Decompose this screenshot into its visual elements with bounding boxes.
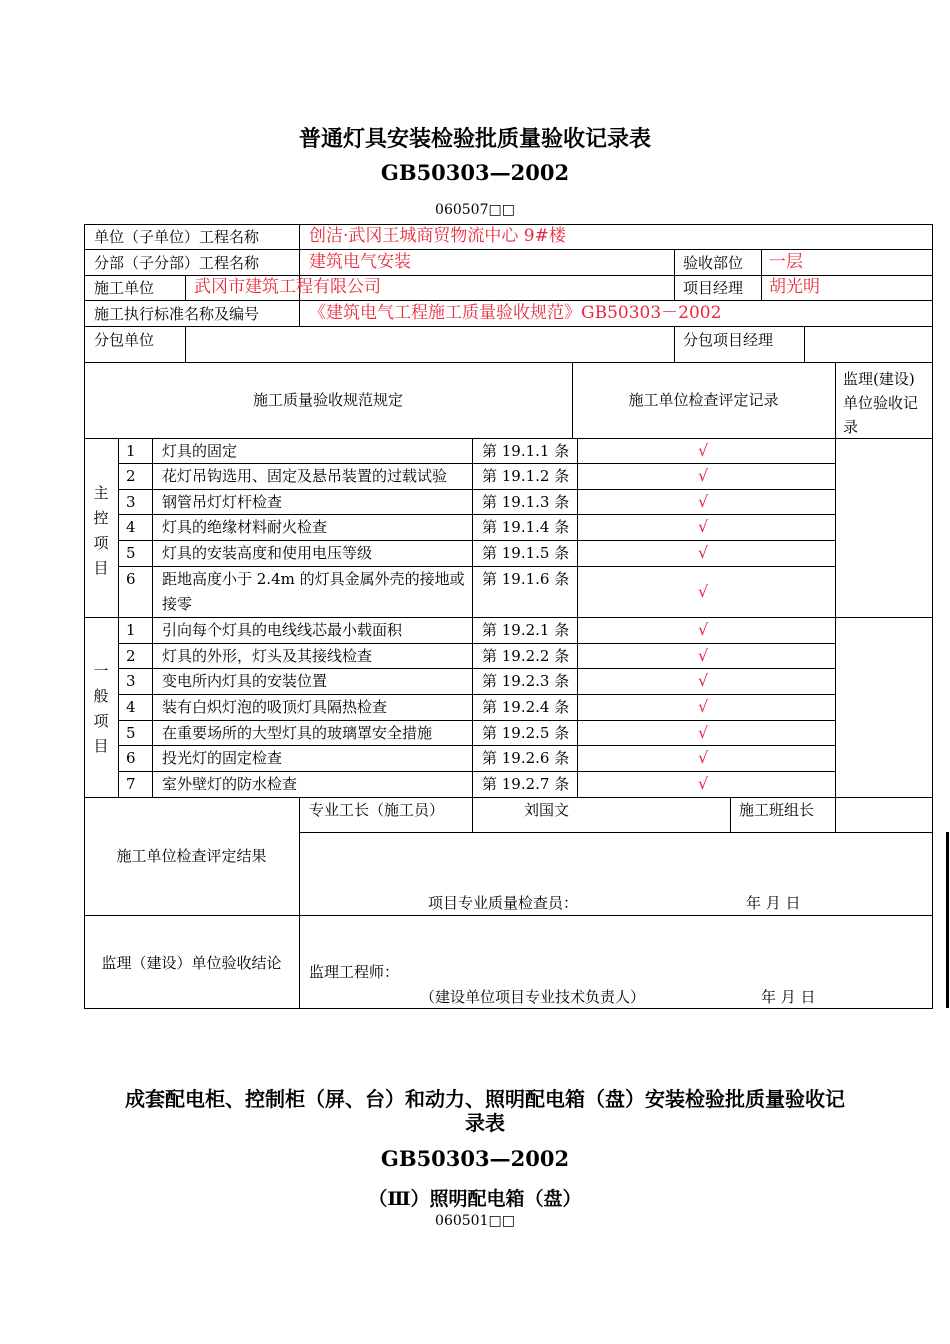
check-mark: √: [698, 620, 709, 639]
project-name-label: 单位（子单位）工程名称: [94, 228, 260, 246]
check-mark: √: [698, 697, 709, 716]
item-number: 3: [126, 493, 136, 511]
item-number: 2: [126, 467, 136, 485]
check-mark: √: [698, 466, 709, 485]
check-mark: √: [698, 748, 709, 767]
subcontractor-label: 分包单位: [94, 331, 155, 349]
item-name: 钢管吊灯灯杆检查: [162, 493, 283, 511]
item-number: 4: [126, 698, 136, 716]
acceptance-part-label: 验收部位: [683, 254, 744, 272]
item-clause: 第 19.2.5 条: [482, 724, 570, 742]
construction-unit-label: 施工单位: [94, 279, 155, 297]
record-column-header: 施工单位检查评定记录: [628, 391, 779, 409]
project-manager-label: 项目经理: [683, 279, 744, 297]
sub-pm-label: 分包项目经理: [683, 331, 774, 349]
item-name: 变电所内灯具的安装位置: [162, 672, 328, 690]
project-manager-value: 胡光明: [769, 277, 820, 297]
item-name: 灯具的固定: [162, 442, 238, 460]
construction-unit-value: 武冈市建筑工程有限公司: [194, 277, 381, 297]
item-clause: 第 19.2.6 条: [482, 749, 570, 767]
item-number: 4: [126, 518, 136, 536]
supervision-column-header: 监理(建设) 单位验收记 录: [843, 370, 919, 436]
item-name: 在重要场所的大型灯具的玻璃罩安全措施: [162, 724, 433, 742]
item-name: 灯具的安装高度和使用电压等级: [162, 544, 373, 562]
item-name: 灯具的外形，灯头及其接线检查: [162, 647, 373, 665]
item-name: 装有白炽灯泡的吸顶灯具隔热检查: [162, 698, 388, 716]
form2-standard: GB50303—2002: [380, 1146, 570, 1171]
inspector-label: 项目专业质量检查员：: [428, 894, 579, 912]
item-name: 灯具的绝缘材料耐火检查: [162, 518, 328, 536]
owner-label: （建设单位项目专业技术负责人）: [420, 988, 646, 1006]
item-number: 1: [126, 621, 136, 639]
item-name-continued: 接零: [162, 595, 193, 613]
check-mark: √: [698, 582, 709, 601]
date-field: 年 月 日: [746, 894, 801, 912]
subproject-name-label: 分部（子分部）工程名称: [94, 254, 260, 272]
form2-title: 成套配电柜、控制柜（屏、台）和动力、照明配电箱（盘）安装检验批质量验收记 录表: [125, 1087, 845, 1135]
spec-label: 施工执行标准名称及编号: [94, 305, 260, 323]
form-code: 060507□□: [435, 202, 515, 218]
spec-value: 《建筑电气工程施工质量验收规范》GB50303－2002: [309, 303, 722, 323]
date-field: 年 月 日: [761, 988, 816, 1006]
item-number: 2: [126, 647, 136, 665]
item-clause: 第 19.1.3 条: [482, 493, 570, 511]
item-name: 引向每个灯具的电线线芯最小载面积: [162, 621, 403, 639]
check-mark: √: [698, 646, 709, 665]
item-clause: 第 19.2.4 条: [482, 698, 570, 716]
check-mark: √: [698, 723, 709, 742]
item-clause: 第 19.2.7 条: [482, 775, 570, 793]
page-edge-bar: [946, 832, 949, 1008]
subproject-name-value: 建筑电气安装: [309, 252, 411, 272]
item-clause: 第 19.1.4 条: [482, 518, 570, 536]
item-number: 7: [126, 775, 136, 793]
item-number: 1: [126, 442, 136, 460]
engineer-label: 监理工程师：: [309, 963, 400, 981]
item-clause: 第 19.1.1 条: [482, 442, 570, 460]
foreman-value: 刘国文: [524, 801, 570, 819]
check-mark: √: [698, 492, 709, 511]
item-number: 5: [126, 544, 136, 562]
main-items-group-label: 主 控 项 目: [93, 484, 109, 577]
check-mark: √: [698, 543, 709, 562]
project-name-value: 创洁·武冈王城商贸物流中心 9#楼: [309, 226, 566, 246]
item-name: 投光灯的固定检查: [162, 749, 283, 767]
check-mark: √: [698, 517, 709, 536]
acceptance-part-value: 一层: [769, 252, 803, 272]
form2-subtitle: （Ⅲ）照明配电箱（盘）: [368, 1188, 582, 1210]
item-clause: 第 19.2.1 条: [482, 621, 570, 639]
item-number: 5: [126, 724, 136, 742]
item-clause: 第 19.2.2 条: [482, 647, 570, 665]
form2-code: 060501□□: [435, 1213, 515, 1229]
spec-column-header: 施工质量验收规范规定: [252, 391, 403, 409]
item-clause: 第 19.1.5 条: [482, 544, 570, 562]
item-clause: 第 19.1.6 条: [482, 570, 570, 588]
general-items-group-label: 一 般 项 目: [93, 662, 109, 755]
item-name: 室外壁灯的防水检查: [162, 775, 298, 793]
team-leader-label: 施工班组长: [739, 801, 815, 819]
check-mark: √: [698, 774, 709, 793]
item-clause: 第 19.2.3 条: [482, 672, 570, 690]
check-mark: √: [698, 671, 709, 690]
item-name: 花灯吊钩选用、固定及悬吊装置的过载试验: [162, 467, 448, 485]
item-clause: 第 19.1.2 条: [482, 467, 570, 485]
item-number: 6: [126, 749, 136, 767]
item-number: 3: [126, 672, 136, 690]
form-title: 普通灯具安装检验批质量验收记录表: [298, 126, 651, 152]
foreman-label: 专业工长（施工员）: [309, 801, 445, 819]
check-mark: √: [698, 441, 709, 460]
conclusion-label: 监理（建设）单位验收结论: [101, 954, 282, 972]
form-standard: GB50303—2002: [380, 160, 570, 185]
item-name: 距地高度小于 2.4m 的灯具金属外壳的接地或: [162, 570, 465, 588]
result-label: 施工单位检查评定结果: [116, 847, 267, 865]
item-number: 6: [126, 570, 136, 588]
